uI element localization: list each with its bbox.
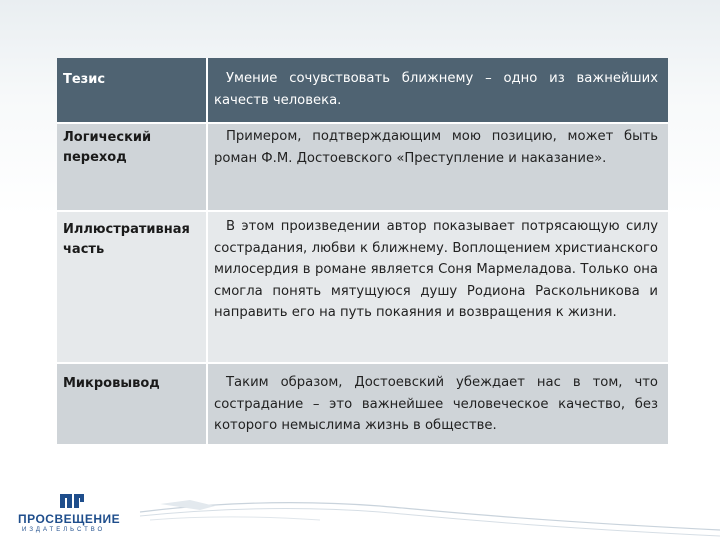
table-row-illustration xyxy=(57,212,668,364)
publisher-logo-name: ПРОСВЕЩЕНИЕ xyxy=(18,512,121,526)
row-label: Иллюстративная часть xyxy=(57,212,208,362)
row-text: Умение сочувствовать ближнему – одно из важнейших качеств человека. xyxy=(208,58,668,122)
table-row-transition xyxy=(57,124,668,212)
essay-structure-table xyxy=(57,58,668,444)
publisher-logo-subtitle: ИЗДАТЕЛЬСТВО xyxy=(22,527,106,533)
publisher-logo-icon xyxy=(58,492,86,510)
row-text: В этом произведении автор показывает потрясающую силу сострадания, любви к ближнему. Воплощением христианского милосердия в романе является Соня Мармеладова. Только она смогла понять мятущуюся душу Родиона Раскольникова и направить его на путь покаяния и возвращения к жизни. xyxy=(214,219,658,320)
footer xyxy=(0,490,720,540)
row-text: Таким образом, Достоевский убеждает нас в том, что сострадание – это важнейшее человеческое качество, без которого немыслима жизнь в обществе. xyxy=(214,375,658,433)
table-row-thesis xyxy=(57,58,668,124)
table-row-conclusion xyxy=(57,364,668,444)
row-label: Логический переход xyxy=(57,124,208,210)
row-label: Микровывод xyxy=(57,364,208,444)
row-text: Примером, подтверждающим мою позицию, может быть роман Ф.М. Достоевского «Преступление и наказание». xyxy=(214,129,658,166)
row-label: Тезис xyxy=(57,58,208,122)
